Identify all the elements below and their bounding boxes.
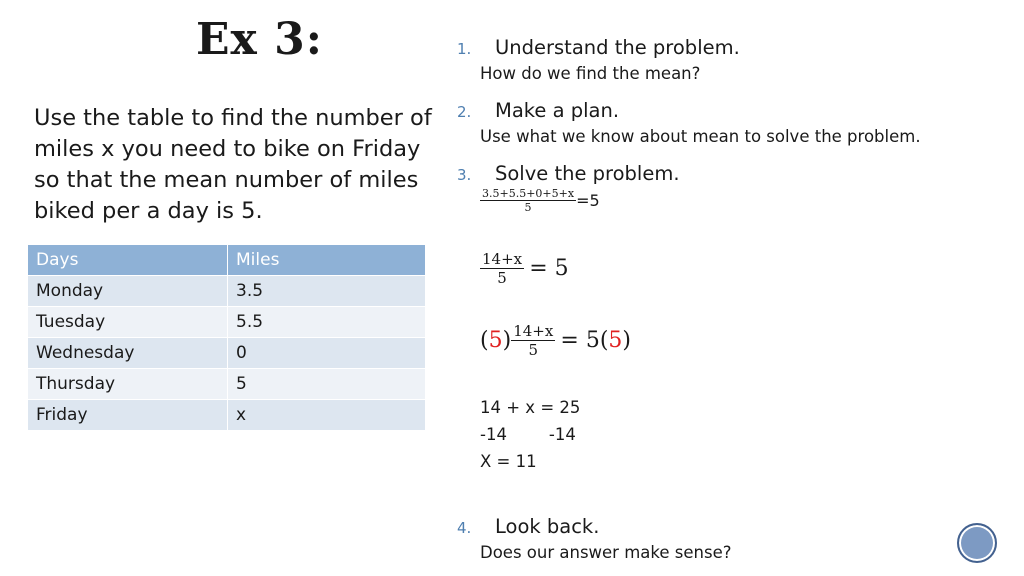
header-miles: Miles xyxy=(228,245,426,276)
miles-cell: 0 xyxy=(228,338,426,369)
simplified-fraction xyxy=(480,250,524,287)
multiplied-fraction xyxy=(511,322,555,359)
work-line-1: 14 + x = 25 xyxy=(480,398,581,417)
close-paren: ) xyxy=(502,328,512,353)
day-cell: Wednesday xyxy=(28,338,228,369)
miles-table xyxy=(27,244,426,431)
step-number: 3. xyxy=(457,166,472,184)
equation-simplified xyxy=(480,250,569,287)
step-title: Make a plan. xyxy=(495,99,620,122)
slide-number-badge xyxy=(957,523,997,563)
equation-multiplied xyxy=(480,322,631,359)
miles-cell: 3.5 xyxy=(228,276,426,307)
table-row xyxy=(28,307,426,338)
work-line-3: X = 11 xyxy=(480,452,537,471)
step-number: 2. xyxy=(457,103,472,121)
step-2-detail: Use what we know about mean to solve the problem. xyxy=(480,127,921,146)
step-1 xyxy=(457,36,740,59)
table-row xyxy=(28,276,426,307)
step-2 xyxy=(457,99,619,122)
equation-rhs-close: ) xyxy=(622,328,632,353)
miles-cell: 5.5 xyxy=(228,307,426,338)
step-title: Look back. xyxy=(495,515,600,538)
day-cell: Monday xyxy=(28,276,228,307)
step-4-detail: Does our answer make sense? xyxy=(480,543,732,562)
fraction-denominator: 5 xyxy=(528,341,539,359)
header-days: Days xyxy=(28,245,228,276)
step-1-detail: How do we find the mean? xyxy=(480,64,701,83)
table-row xyxy=(28,369,426,400)
step-number: 1. xyxy=(457,40,472,58)
equation-rhs-prefix: = 5( xyxy=(560,328,609,353)
slide-title: Ex 3: xyxy=(196,14,323,65)
day-cell: Thursday xyxy=(28,369,228,400)
sum-fraction xyxy=(480,187,576,214)
fraction-numerator: 14+x xyxy=(513,322,554,340)
equation-rhs: = 5 xyxy=(529,256,569,281)
step-number: 4. xyxy=(457,519,472,537)
table-row xyxy=(28,338,426,369)
day-cell: Tuesday xyxy=(28,307,228,338)
step-3 xyxy=(457,162,680,185)
step-title: Understand the problem. xyxy=(495,36,740,59)
fraction-numerator: 3.5+5.5+0+5+x xyxy=(482,187,575,200)
fraction-numerator: 14+x xyxy=(482,250,523,268)
open-paren: ( xyxy=(480,328,489,353)
equation-sum xyxy=(480,187,600,214)
step-4 xyxy=(457,515,599,538)
equation-rhs: =5 xyxy=(576,191,600,210)
work-line-2: -14 -14 xyxy=(480,425,576,444)
multiplier-right: 5 xyxy=(608,328,623,353)
miles-cell: 5 xyxy=(228,369,426,400)
day-cell: Friday xyxy=(28,400,228,431)
fraction-denominator: 5 xyxy=(497,269,507,287)
multiplier-left: 5 xyxy=(488,328,503,353)
table-header-row xyxy=(28,245,426,276)
problem-prompt: Use the table to find the number of miles x you need to bike on Friday so that the mean number of miles biked per a day is 5. xyxy=(34,105,432,224)
miles-cell: x xyxy=(228,400,426,431)
step-title: Solve the problem. xyxy=(495,162,680,185)
table-row xyxy=(28,400,426,431)
fraction-denominator: 5 xyxy=(524,201,532,214)
